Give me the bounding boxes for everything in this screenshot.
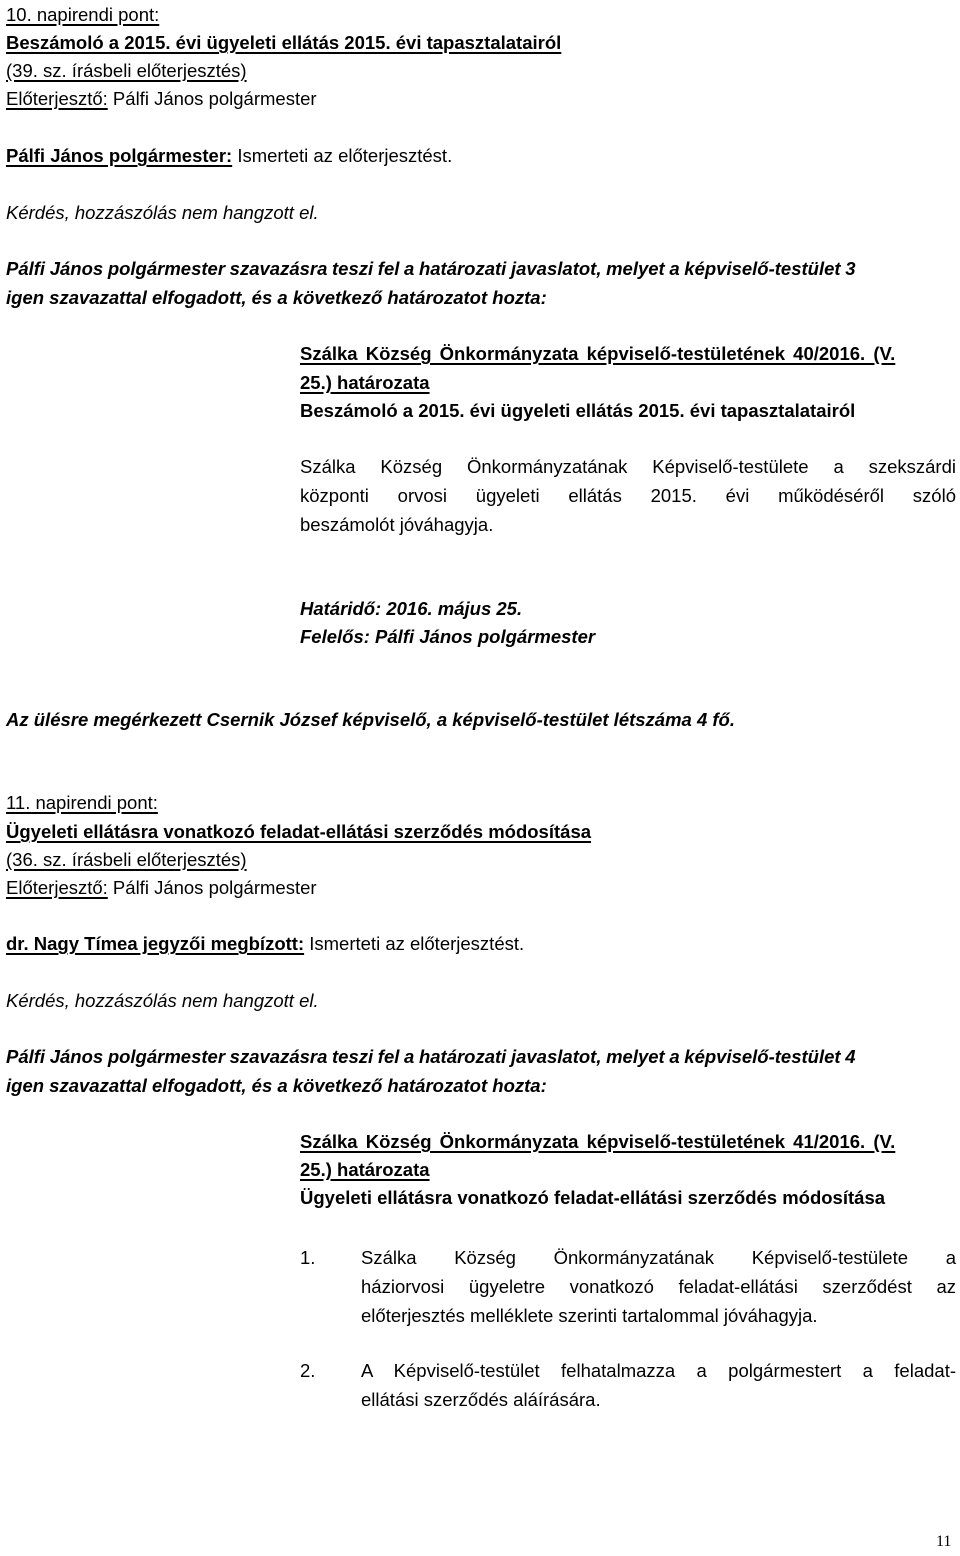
agenda-item-11-heading: 11. napirendi pont: bbox=[6, 792, 158, 813]
resolution-40-header-line-2: 25.) határozata bbox=[300, 372, 430, 393]
resolution-40-body-line-3: beszámolót jóváhagyja. bbox=[300, 514, 494, 535]
resolution-41-title: Ügyeleti ellátásra vonatkozó feladat-ellátási szerződés módosítása bbox=[300, 1187, 886, 1208]
point-2-text bbox=[361, 1356, 956, 1414]
point-2-line-2: ellátási szerződés aláírására. bbox=[361, 1389, 601, 1410]
point-1-text bbox=[361, 1243, 956, 1330]
point-1-line-3: előterjesztés melléklete szerinti tartalommal jóváhagyja. bbox=[361, 1305, 818, 1326]
agenda-item-11-vote-line-1: Pálfi János polgármester szavazásra teszi fel a határozati javaslatot, melyet a képviselő-testület 4 bbox=[6, 1046, 856, 1067]
agenda-item-10-vote-line-2: igen szavazattal elfogadott, és a következő határozatot hozta: bbox=[6, 287, 547, 308]
speaker-text: Ismerteti az előterjesztést. bbox=[232, 145, 453, 166]
speaker-label: dr. Nagy Tímea jegyzői megbízott: bbox=[6, 933, 305, 954]
resolution-40-deadline: Határidő: 2016. május 25. bbox=[300, 598, 523, 619]
resolution-40-responsible: Felelős: Pálfi János polgármester bbox=[300, 626, 596, 647]
resolution-40-title: Beszámoló a 2015. évi ügyeleti ellátás 2015. évi tapasztalatairól bbox=[300, 400, 856, 421]
presenter-label: Előterjesztő: bbox=[6, 88, 108, 109]
agenda-item-11-presenter bbox=[6, 873, 317, 902]
arrival-note: Az ülésre megérkezett Csernik József képviselő, a képviselő-testület létszáma 4 fő. bbox=[6, 709, 735, 730]
resolution-40-body-line-2: központi orvosi ügyeleti ellátás 2015. évi működéséről szóló bbox=[300, 485, 956, 506]
agenda-item-10-heading: 10. napirendi pont: bbox=[6, 4, 160, 25]
agenda-item-10-no-questions: Kérdés, hozzászólás nem hangzott el. bbox=[6, 202, 319, 223]
point-2-number: 2. bbox=[300, 1360, 316, 1381]
agenda-item-10-title: Beszámoló a 2015. évi ügyeleti ellátás 2015. évi tapasztalatairól bbox=[6, 32, 562, 53]
page-number: 11 bbox=[936, 1533, 952, 1550]
point-1-line-2: háziorvosi ügyeletre vonatkozó feladat-ellátási szerződést az bbox=[361, 1276, 956, 1297]
resolution-40-body bbox=[300, 452, 956, 539]
speaker-label: Pálfi János polgármester: bbox=[6, 145, 233, 166]
presenter-label: Előterjesztő: bbox=[6, 877, 108, 898]
agenda-item-11-title: Ügyeleti ellátásra vonatkozó feladat-ellátási szerződés módosítása bbox=[6, 821, 592, 842]
agenda-item-11-vote-line-2: igen szavazattal elfogadott, és a következő határozatot hozta: bbox=[6, 1075, 547, 1096]
presenter-name: Pálfi János polgármester bbox=[107, 88, 317, 109]
point-1-number: 1. bbox=[300, 1247, 316, 1268]
resolution-41-header-line-2: 25.) határozata bbox=[300, 1159, 430, 1180]
resolution-40-body-line-1: Szálka Község Önkormányzatának Képviselő-testülete a szekszárdi bbox=[300, 456, 956, 477]
presenter-name: Pálfi János polgármester bbox=[107, 877, 317, 898]
agenda-item-11-no-questions: Kérdés, hozzászólás nem hangzott el. bbox=[6, 990, 319, 1011]
agenda-item-10-reference: (39. sz. írásbeli előterjesztés) bbox=[6, 60, 247, 81]
agenda-item-11-reference: (36. sz. írásbeli előterjesztés) bbox=[6, 849, 247, 870]
agenda-item-10-vote-line-1: Pálfi János polgármester szavazásra teszi fel a határozati javaslatot, melyet a képviselő-testület 3 bbox=[6, 258, 856, 279]
resolution-41-header-line-1: Szálka Község Önkormányzata képviselő-testületének 41/2016. (V. bbox=[300, 1131, 896, 1152]
agenda-item-10-speaker bbox=[6, 141, 452, 170]
agenda-item-10-presenter bbox=[6, 84, 317, 113]
point-1-line-1: Szálka Község Önkormányzatának Képviselő-testülete a bbox=[361, 1247, 956, 1268]
point-2-line-1: A Képviselő-testület felhatalmazza a polgármestert a feladat- bbox=[361, 1360, 956, 1381]
agenda-item-11-speaker bbox=[6, 929, 524, 958]
resolution-40-header-line-1: Szálka Község Önkormányzata képviselő-testületének 40/2016. (V. bbox=[300, 343, 896, 364]
speaker-text: Ismerteti az előterjesztést. bbox=[304, 933, 525, 954]
